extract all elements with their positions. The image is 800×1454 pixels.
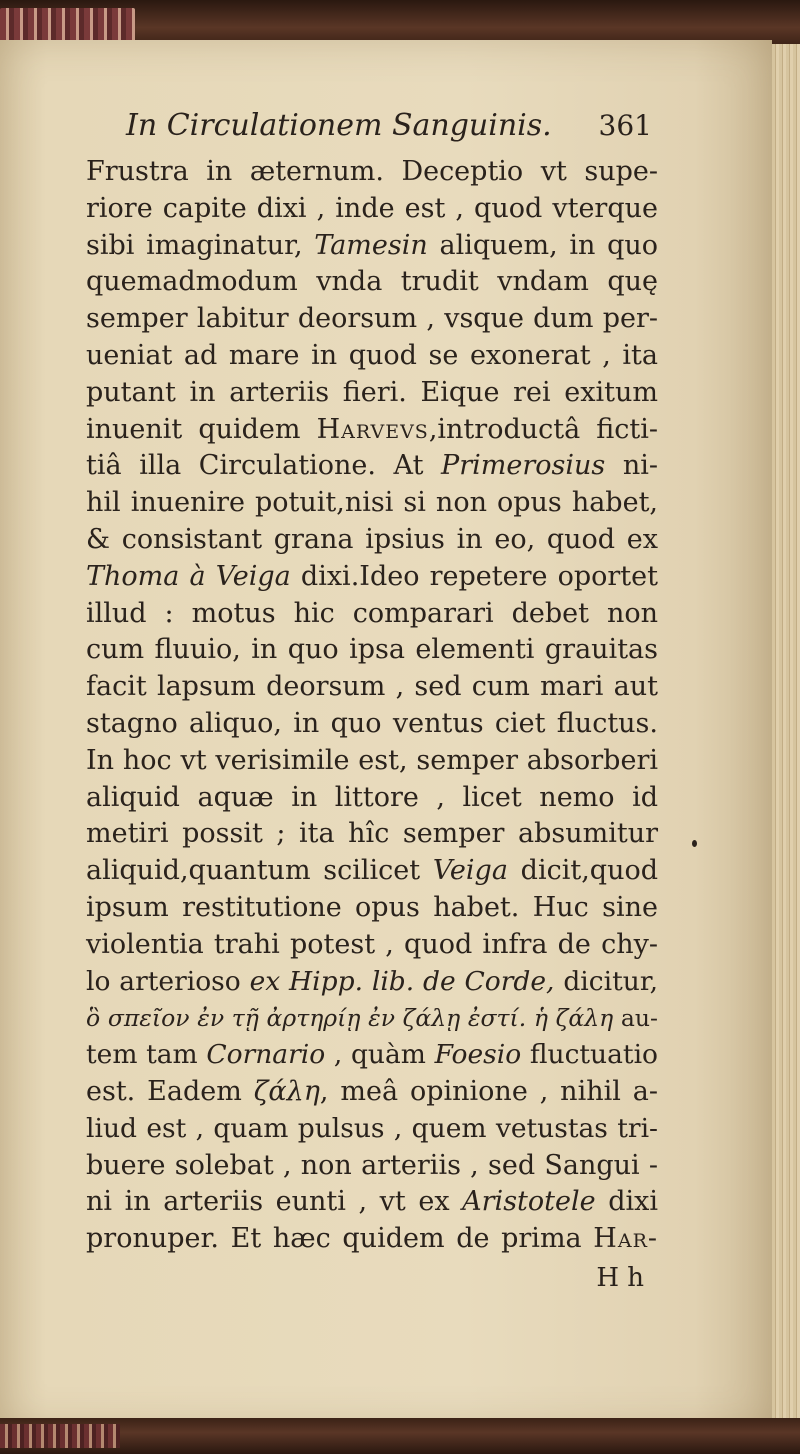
line-text: semper labitur deorsum , vsque dum per-: [86, 303, 658, 335]
line-text: ni in arteriis eunti , vt ex: [86, 1186, 463, 1218]
line-text: dicit,quod: [507, 855, 659, 887]
italic-text: ὃ σπεῖον ἐν τῇ ἀρτηρίῃ ἐν ζάλῃ ἐστί. ἡ ζάλη: [86, 1004, 614, 1033]
line-text: inuenit quidem: [86, 413, 317, 445]
line-text: ueniat ad mare in quod se exonerat , ita: [86, 339, 658, 371]
tailband: [0, 1424, 120, 1448]
text-line: [86, 1221, 658, 1258]
text-line: [86, 228, 658, 265]
text-line: [86, 154, 658, 191]
text-line: [86, 743, 658, 780]
text-line: [86, 412, 658, 449]
line-text: aliquid,quantum scilicet: [86, 855, 433, 887]
line-text: est. Eadem: [86, 1075, 254, 1107]
line-text: dixi.Ideo repetere oportet: [290, 560, 658, 592]
italic-text: ex Hipp. lib. de Corde,: [249, 965, 555, 997]
line-text: , quàm: [325, 1039, 435, 1071]
line-text: riore capite dixi , inde est , quod vterque: [86, 192, 658, 224]
text-line: [86, 338, 658, 375]
body-text: [86, 154, 658, 1258]
line-text: ni-: [605, 450, 658, 482]
text-line: [86, 301, 658, 338]
line-text: , meâ opinione , nihil a-: [319, 1075, 658, 1107]
small-caps-text: Harvevs: [316, 413, 429, 445]
line-text: Frustra in æternum. Deceptio vt supe-: [86, 156, 658, 187]
text-line: [86, 964, 658, 1001]
line-text: pronuper. Et hæc quidem de prima: [86, 1223, 594, 1255]
line-text: ipsum restitutione opus habet. Huc sine: [86, 891, 658, 923]
line-text: metiri possit ; ita hîc semper absumitur: [86, 818, 658, 850]
text-line: [86, 375, 658, 412]
line-text: quemadmodum vnda trudit vndam quę: [86, 266, 658, 298]
italic-text: Veiga: [432, 855, 508, 887]
line-text: au-: [613, 1004, 658, 1033]
line-text: lo arterioso: [86, 965, 250, 997]
text-line: [86, 522, 658, 559]
line-text: & consistant grana ipsius in eo, quod ex: [86, 523, 658, 555]
line-text: fluctuatio: [521, 1039, 659, 1071]
line-text: tiâ illa Circulatione. At: [86, 450, 442, 482]
line-text: sibi imaginatur,: [86, 229, 315, 261]
line-text: liud est , quam pulsus , quem vetustas tri-: [86, 1112, 658, 1144]
italic-text: Cornario: [206, 1039, 326, 1071]
text-line: [86, 191, 658, 228]
text-line: [86, 448, 658, 485]
book-binding-bottom: [0, 1418, 800, 1454]
italic-text: Foesio: [434, 1039, 522, 1071]
italic-text: Thoma à Veiga: [86, 560, 291, 592]
page-number: 361: [598, 109, 652, 142]
line-text: ,introductâ ficti-: [428, 413, 658, 445]
line-text: buere solebat , non arteriis , sed Sangui -: [86, 1149, 658, 1181]
line-text: cum fluuio, in quo ipsa elementi grauitas: [86, 634, 658, 666]
small-caps-text: Har-: [593, 1223, 658, 1255]
text-line: [86, 1000, 658, 1037]
line-text: aliquem, in quo: [427, 229, 659, 261]
italic-text: ζάλη: [253, 1075, 320, 1107]
text-line: [86, 853, 658, 890]
text-line: [86, 559, 658, 596]
line-text: dicitur,: [554, 965, 658, 997]
text-line: [86, 816, 658, 853]
text-line: [86, 890, 658, 927]
text-line: [86, 485, 658, 522]
line-text: violentia trahi potest , quod infra de chy-: [86, 928, 658, 960]
line-text: tem tam: [86, 1039, 207, 1071]
line-text: aliquid aquæ in littore , licet nemo id: [86, 781, 658, 813]
italic-text: Tamesin: [314, 229, 428, 261]
text-line: [86, 596, 658, 633]
text-line: [86, 927, 658, 964]
line-text: dixi: [595, 1186, 658, 1218]
line-text: In hoc vt verisimile est, semper absorberi: [86, 744, 658, 776]
italic-text: Primerosius: [441, 450, 606, 482]
text-line: [86, 1074, 658, 1111]
running-head: [86, 108, 658, 154]
text-line: [86, 1037, 658, 1074]
italic-text: Aristotele: [462, 1186, 596, 1218]
line-text: facit lapsum deorsum , sed cum mari aut: [86, 671, 658, 703]
text-line: [86, 1148, 658, 1185]
text-line: [86, 632, 658, 669]
line-text: illud : motus hic comparari debet non: [86, 597, 658, 629]
line-text: stagno aliquo, in quo ventus ciet fluctus.: [86, 707, 658, 739]
line-text: hil inuenire potuit,nisi si non opus habet,: [86, 487, 658, 519]
line-text: putant in arteriis fieri. Eique rei exitum: [86, 376, 658, 408]
text-line: [86, 669, 658, 706]
text-line: [86, 1184, 658, 1221]
ink-speck: [692, 840, 697, 847]
page-text-block: [86, 108, 658, 1298]
text-line: [86, 264, 658, 301]
text-line: [86, 780, 658, 817]
headband: [0, 8, 135, 42]
catchword: H h: [596, 1262, 644, 1293]
text-line: [86, 1111, 658, 1148]
text-line: [86, 706, 658, 743]
running-head-title: In Circulationem Sanguinis.: [126, 108, 552, 143]
